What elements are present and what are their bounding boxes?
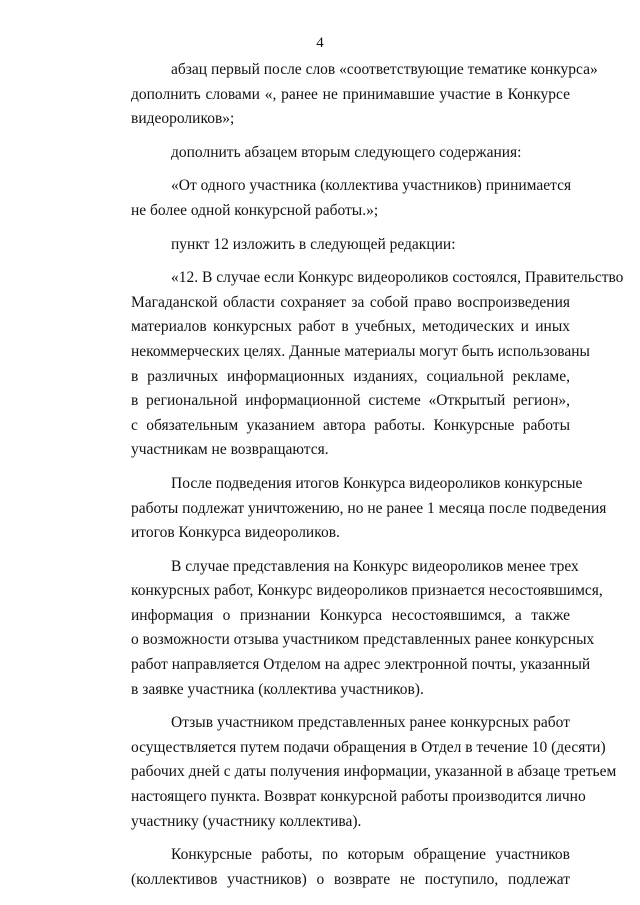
text-line: дополнить словами «, ранее не принимавшие участие в Конкурсе bbox=[131, 85, 570, 103]
text-line: участнику (участнику коллектива). bbox=[131, 812, 362, 830]
text-line: работ направляется Отделом на адрес электронной почты, указанный bbox=[131, 656, 591, 674]
text-line: дополнить абзацем вторым следующего содержания: bbox=[171, 143, 522, 161]
text-line: Магаданской области сохраняет за собой право воспроизведения bbox=[131, 293, 570, 311]
text-line: работы подлежат уничтожению, но не ранее 1 месяца после подведения bbox=[131, 499, 607, 517]
paragraph bbox=[91, 58, 598, 132]
document-body bbox=[91, 58, 624, 892]
text-line: материалов конкурсных работ в учебных, методических и иных bbox=[131, 318, 570, 336]
paragraph bbox=[91, 266, 624, 463]
text-line: участникам не возвращаются. bbox=[131, 441, 329, 459]
text-line: Конкурсные работы, по которым обращение участников bbox=[171, 846, 570, 864]
text-line: информация о признании Конкурса несостоявшимся, а также bbox=[131, 606, 570, 624]
text-line: рабочих дней с даты получения информации, указанной в абзаце третьем bbox=[131, 763, 617, 781]
paragraph bbox=[91, 843, 570, 892]
text-line: не более одной конкурсной работы.»; bbox=[131, 201, 379, 219]
text-line: в заявке участника (коллектива участников). bbox=[131, 680, 424, 698]
text-line: конкурсных работ, Конкурс видеороликов признается несостоявшимся, bbox=[131, 582, 603, 600]
text-line: видеороликов»; bbox=[131, 110, 235, 128]
text-line: осуществляется путем подачи обращения в Отдел в течение 10 (десяти) bbox=[131, 738, 606, 756]
text-line: В случае представления на Конкурс видеороликов менее трех bbox=[171, 557, 579, 575]
text-line: итогов Конкурса видеороликов. bbox=[131, 524, 340, 542]
paragraph bbox=[91, 711, 617, 834]
text-line: в различных информационных изданиях, социальной рекламе, bbox=[131, 367, 570, 385]
text-line: с обязательным указанием автора работы. Конкурсные работы bbox=[131, 416, 570, 434]
text-line: Отзыв участником представленных ранее конкурсных работ bbox=[171, 714, 570, 732]
paragraph bbox=[91, 472, 607, 546]
text-line: После подведения итогов Конкурса видеороликов конкурсные bbox=[171, 474, 583, 492]
text-line: в региональной информационной системе «Открытый регион», bbox=[131, 392, 570, 410]
paragraph bbox=[91, 174, 570, 223]
paragraph bbox=[91, 555, 603, 703]
text-line: абзац первый после слов «соответствующие тематике конкурса» bbox=[171, 61, 598, 78]
paragraph bbox=[91, 141, 570, 166]
paragraph bbox=[91, 233, 570, 258]
text-line: «12. В случае если Конкурс видеороликов состоялся, Правительство bbox=[171, 269, 624, 287]
text-line: о возможности отзыва участником представленных ранее конкурсных bbox=[131, 631, 595, 649]
text-line: пункт 12 изложить в следующей редакции: bbox=[171, 235, 456, 253]
text-line: (коллективов участников) о возврате не поступило, подлежат bbox=[131, 870, 570, 888]
text-line: некоммерческих целях. Данные материалы могут быть использованы bbox=[131, 342, 590, 360]
text-line: настоящего пункта. Возврат конкурсной работы производится лично bbox=[131, 788, 586, 806]
text-line: «От одного участника (коллектива участников) принимается bbox=[171, 177, 572, 195]
page-number: 4 bbox=[316, 35, 324, 51]
